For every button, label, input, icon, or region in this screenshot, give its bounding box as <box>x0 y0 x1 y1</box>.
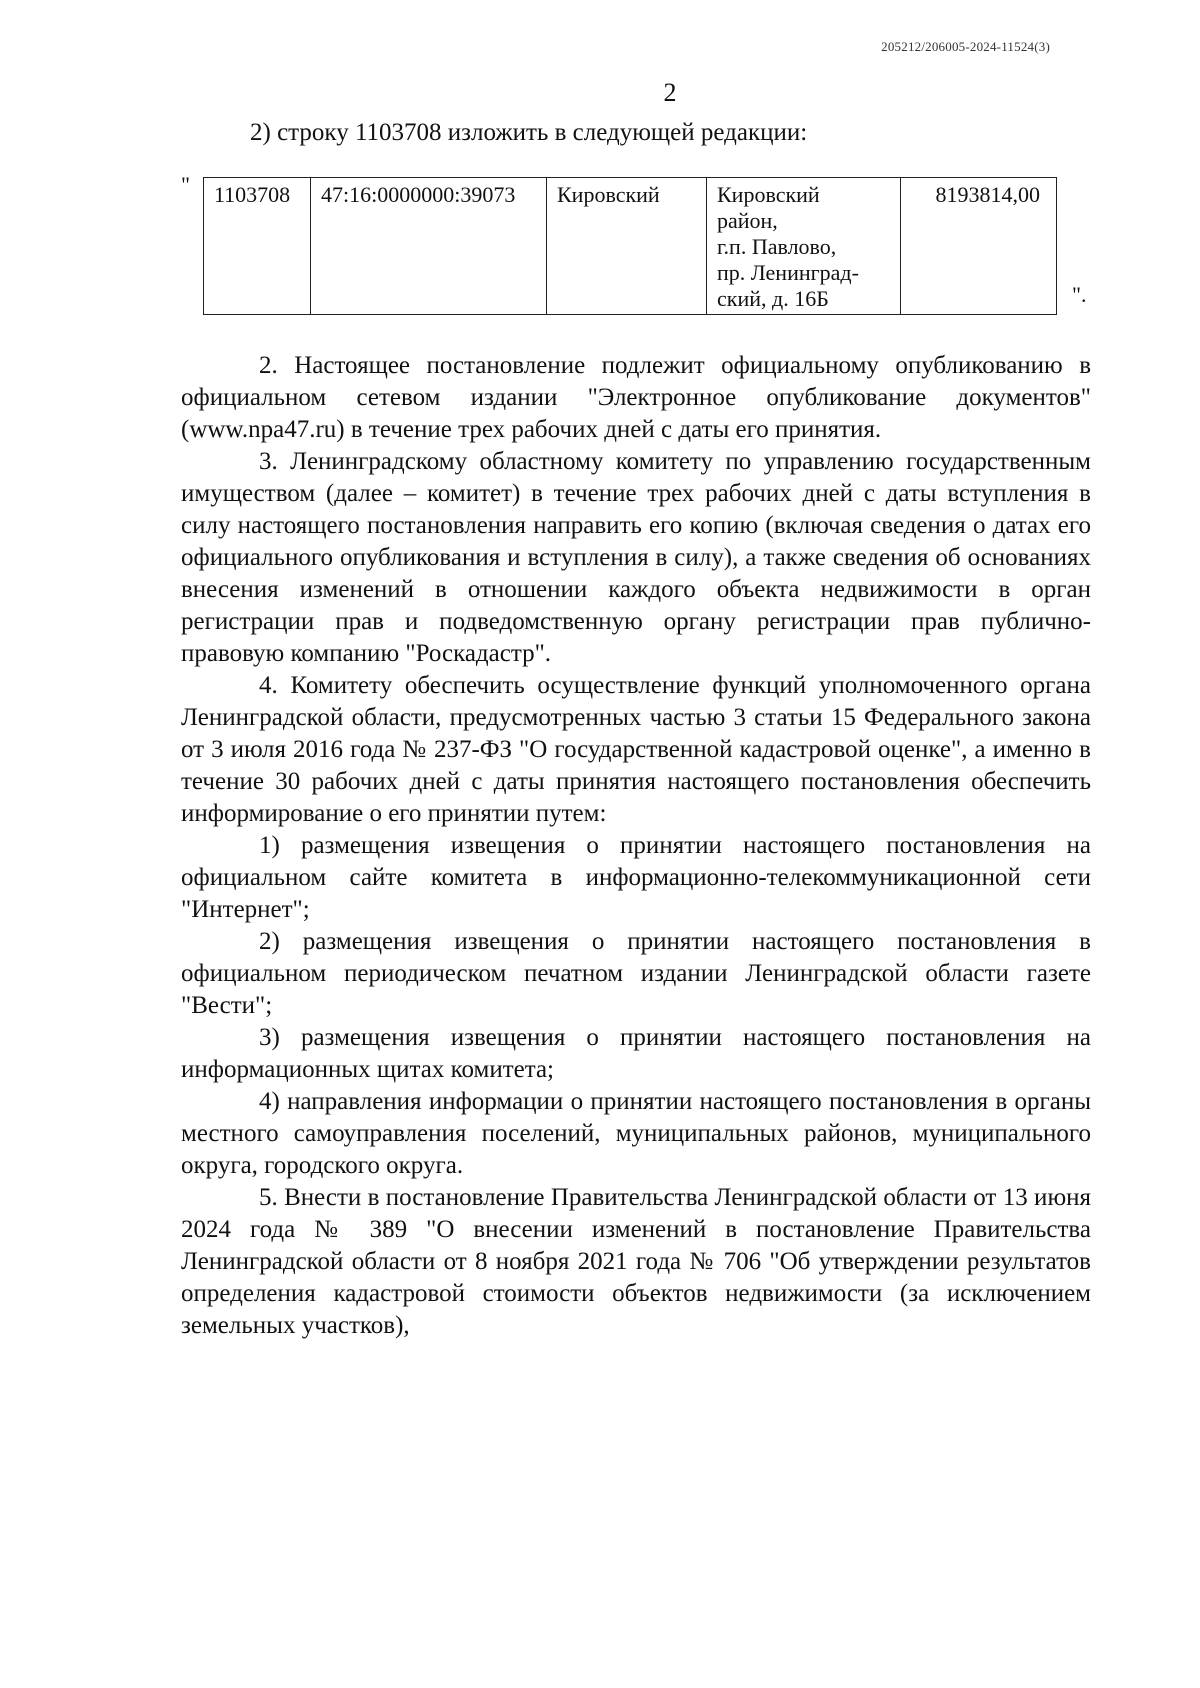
address-line: ский, д. 16Б <box>717 286 829 311</box>
list-item-boards: 3) размещения извещения о принятии настоящего постановления на информационных щитах комитета; <box>181 1024 1091 1083</box>
table-open-quote: " <box>181 172 190 197</box>
address-cell <box>707 178 901 315</box>
cadastral-value-cell: 8193814,00 <box>901 178 1057 315</box>
paragraph-committee-copy: 3. Ленинградскому областному комитету по управлению государственным имуществом (далее – комитет) в течение трех рабочих дней с даты вступления в силу настоящего постановления направить его копию (включая сведения о датах его официального опубликования и вступления в силу), а также сведения об основаниях внесения изменений в отношении каждого объекта недвижимости в орган регистрации прав и подведомственную органу регистрации прав публично-правовую компанию "Роскадастр". <box>181 448 1091 667</box>
paragraph-amendments: 5. Внести в постановление Правительства Ленинградской области от 13 июня 2024 года № 389 "О внесении изменений в постановление Правительства Ленинградской области от 8 ноября 2021 года № 706 "Об утверждении результатов определения кадастровой стоимости объектов недвижимости (за исключением земельных участков), <box>181 1184 1091 1339</box>
intro-line: 2) строку 1103708 изложить в следующей редакции: <box>250 119 808 146</box>
document-id: 205212/206005-2024-11524(3) <box>881 39 1050 54</box>
object-code-cell: 1103708 <box>204 178 311 315</box>
list-item-local-authorities: 4) направления информации о принятии настоящего постановления в органы местного самоуправления поселений, муниципальных районов, муниципального округа, городского округа. <box>181 1088 1091 1179</box>
list-item-website: 1) размещения извещения о принятии настоящего постановления на официальном сайте комитета в информационно-телекоммуникационной сети "Интернет"; <box>181 832 1091 923</box>
cadastral-number-cell: 47:16:0000000:39073 <box>311 178 547 315</box>
address-line: пр. Ленинград- <box>717 260 859 285</box>
district-cell: Кировский <box>547 178 707 315</box>
table-row <box>204 178 1057 315</box>
address-line: район, <box>717 208 778 233</box>
address-line: Кировский <box>717 182 820 207</box>
paragraph-committee-functions: 4. Комитету обеспечить осуществление функций уполномоченного органа Ленинградской области, предусмотренных частью 3 статьи 15 Федерального закона от 3 июля 2016 года № 237-ФЗ "О государственной кадастровой оценке", а именно в течение 30 рабочих дней с даты принятия настоящего постановления обеспечить информирование о его принятии путем: <box>181 672 1091 827</box>
page-number: 2 <box>663 78 677 107</box>
list-item-newspaper: 2) размещения извещения о принятии настоящего постановления в официальном периодическом печатном издании Ленинградской области газете "Вести"; <box>181 928 1091 1019</box>
document-body <box>181 350 1091 1342</box>
cadastral-row-table <box>203 177 1057 315</box>
table-close-quote: ". <box>1072 282 1087 307</box>
paragraph-publication: 2. Настоящее постановление подлежит официальному опубликованию в официальном сетевом издании "Электронное опубликование документов" (www.npa47.ru) в течение трех рабочих дней с даты его принятия. <box>181 352 1091 443</box>
address-line: г.п. Павлово, <box>717 234 837 259</box>
